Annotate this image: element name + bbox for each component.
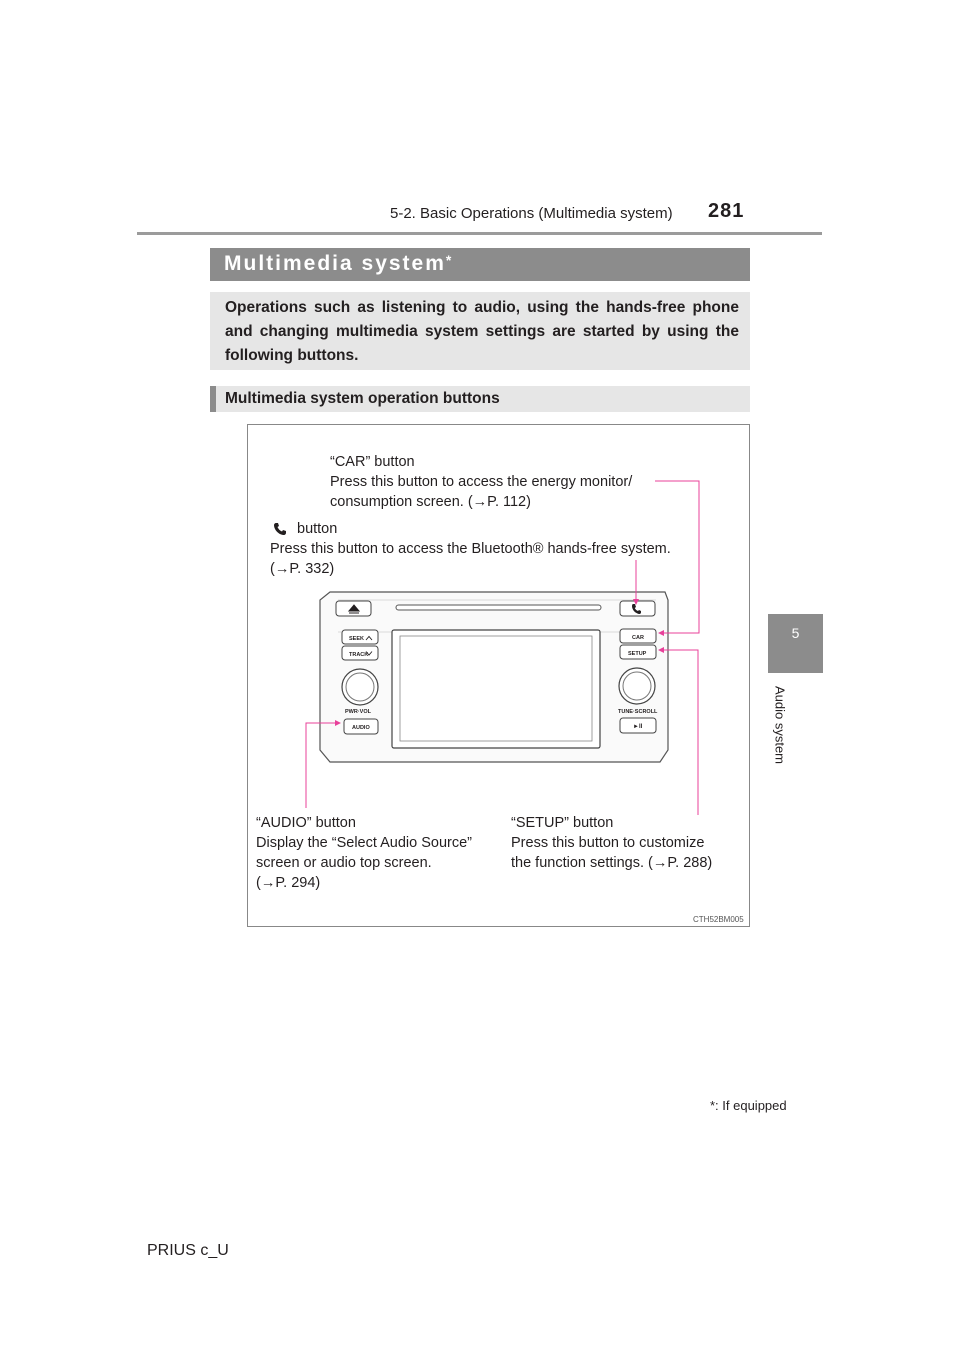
- pwr-vol-label: PWR·VOL: [345, 709, 371, 715]
- title-asterisk: *: [445, 252, 452, 268]
- car-callout-title: “CAR” button: [330, 454, 415, 470]
- audio-callout-line3: (→P. 294): [256, 875, 321, 891]
- phone-callout-line2: (→P. 332): [270, 561, 335, 577]
- car-leader-line: [655, 481, 699, 633]
- play-pause-label: ►II: [633, 724, 643, 730]
- seek-label: SEEK: [349, 636, 364, 642]
- footnote: *: If equipped: [710, 1098, 787, 1113]
- audio-label: AUDIO: [352, 725, 370, 731]
- car-label: CAR: [632, 635, 644, 641]
- audio-callout-line1: Display the “Select Audio Source”: [256, 835, 472, 851]
- audio-callout-title: “AUDIO” button: [256, 815, 356, 831]
- setup-callout-line2: the function settings. (→P. 288): [511, 855, 713, 871]
- setup-label: SETUP: [628, 651, 647, 657]
- header-section: 5-2. Basic Operations (Multimedia system): [390, 205, 673, 222]
- side-tab-number: 5: [791, 625, 800, 641]
- setup-callout-line1: Press this button to customize: [511, 835, 705, 851]
- side-label-text: Audio system: [772, 685, 788, 765]
- page-title-text: Multimedia system: [224, 252, 446, 275]
- setup-leader-line: [659, 650, 698, 815]
- audio-callout-line2: screen or audio top screen.: [256, 855, 432, 871]
- intro-text: Operations such as listening to audio, using the hands-free phone and changing multimedia system settings are started by using the following buttons.: [225, 299, 739, 364]
- car-callout-line1: Press this button to access the energy monitor/: [330, 474, 633, 490]
- subheading: Multimedia system operation buttons: [225, 390, 500, 407]
- car-callout-line2: consumption screen. (→P. 112): [330, 494, 531, 510]
- audio-leader-line: [306, 723, 340, 808]
- figure-code: CTH52BM005: [693, 915, 744, 924]
- footer-model: PRIUS c_U: [147, 1242, 229, 1259]
- setup-callout-title: “SETUP” button: [511, 815, 614, 831]
- track-label: TRACK: [349, 652, 369, 658]
- tune-scroll-label: TUNE·SCROLL: [618, 709, 658, 715]
- phone-callout-line1: Press this button to access the Bluetooth® hands-free system.: [270, 541, 671, 557]
- page-number: 281: [708, 200, 745, 222]
- phone-callout-title-text: button: [297, 521, 338, 537]
